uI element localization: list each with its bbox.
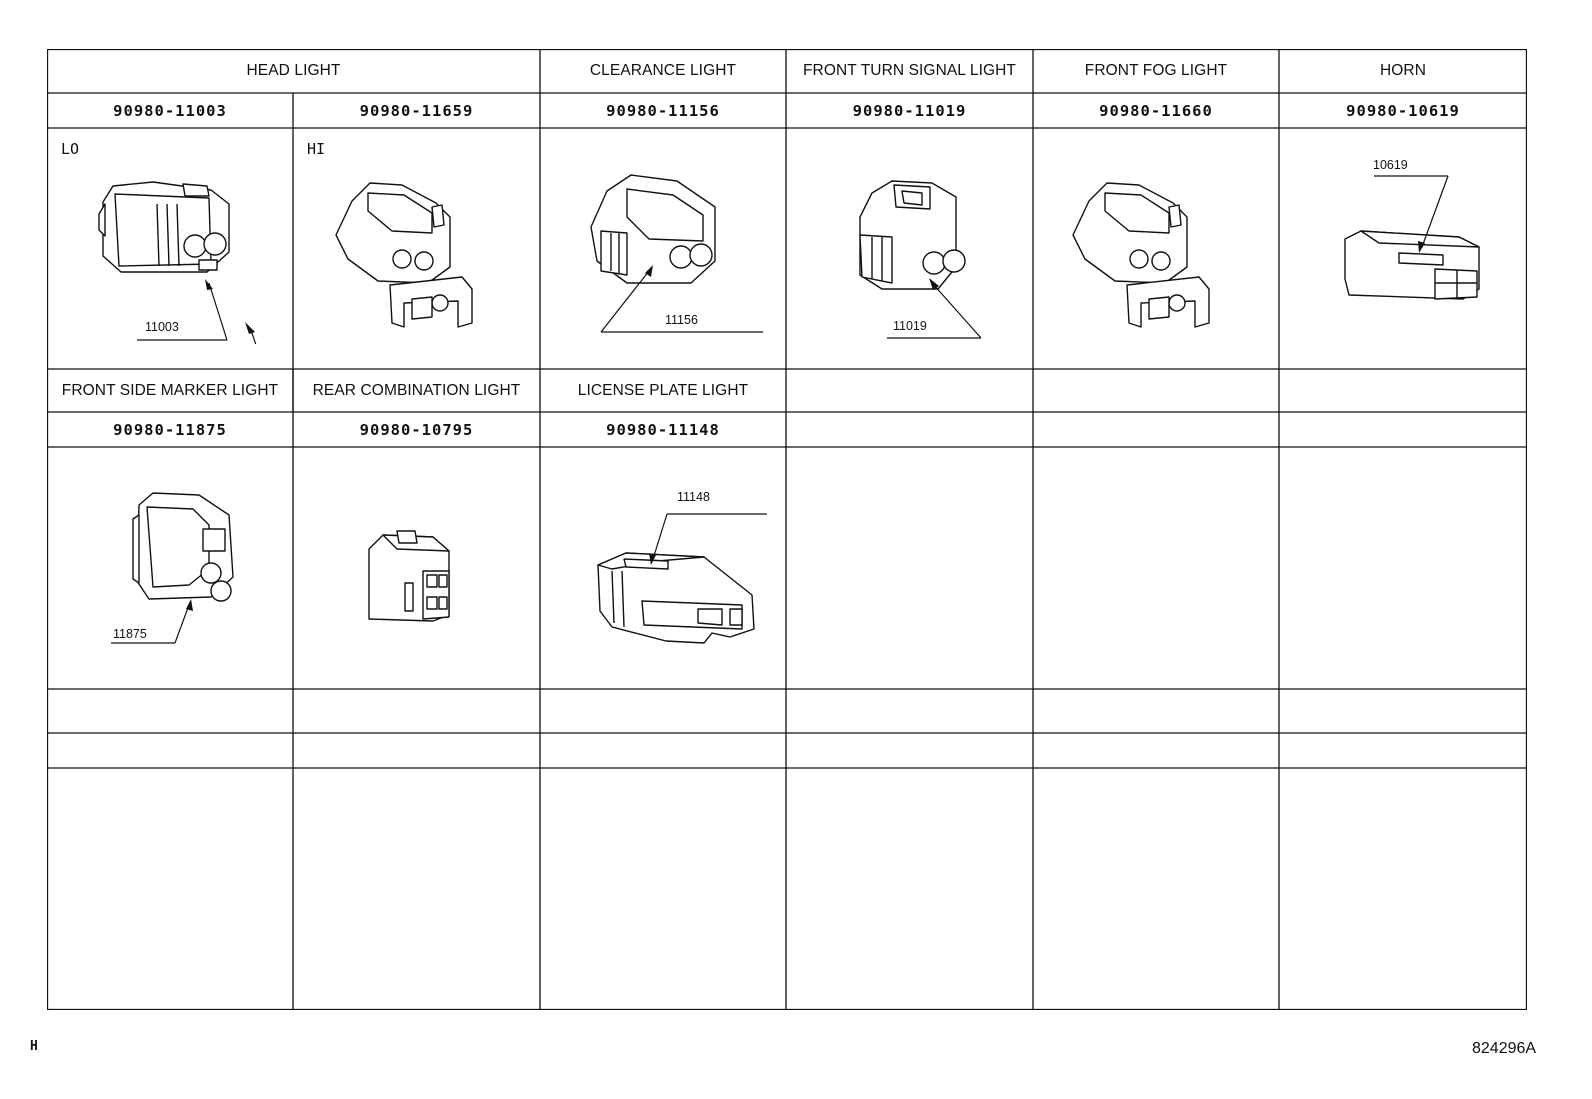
part-number: 90980-11019 [852, 101, 967, 120]
part-number: 90980-11003 [113, 101, 227, 120]
part-number: 90980-11148 [606, 420, 720, 439]
header-license-plate-light: LICENSE PLATE LIGHT [577, 381, 749, 399]
header-front-fog-light: FRONT FOG LIGHT [1084, 62, 1228, 79]
connector-11660-illustration [1069, 177, 1269, 347]
part-number: 90980-11660 [1099, 101, 1213, 120]
leader-line [1372, 167, 1472, 257]
header-front-turn-signal-light: FRONT TURN SIGNAL LIGHT [802, 62, 1016, 79]
part-number: 90980-10795 [359, 420, 474, 439]
lo-tag: LO [61, 140, 80, 158]
leader-line [599, 259, 769, 339]
header-horn: HORN [1379, 62, 1427, 79]
footer-mark: H [30, 1039, 38, 1054]
callout-label: 11148 [677, 490, 710, 504]
leader-line [109, 599, 199, 649]
callout-label: 11875 [113, 627, 147, 641]
header-clearance-light: CLEARANCE LIGHT [589, 62, 737, 79]
connector-11659-illustration [332, 177, 532, 347]
connector-10795-illustration [363, 527, 463, 627]
callout-label: 10619 [1373, 158, 1408, 172]
connector-table [47, 49, 1527, 1010]
part-number: 90980-10619 [1346, 101, 1460, 120]
callout-label: 11019 [893, 319, 927, 333]
illustration-id: 824296A [1472, 1040, 1537, 1057]
header-head-light: HEAD LIGHT [246, 62, 341, 79]
part-number: 90980-11875 [113, 420, 227, 439]
hi-tag: HI [307, 140, 326, 158]
leader-line [133, 279, 283, 349]
header-rear-combination-light: REAR COMBINATION LIGHT [312, 381, 521, 399]
part-number: 90980-11659 [359, 101, 474, 120]
callout-label: 11003 [145, 320, 179, 334]
part-number: 90980-11156 [606, 101, 720, 120]
leader-line [649, 505, 779, 575]
header-front-side-marker-light: FRONT SIDE MARKER LIGHT [61, 381, 279, 399]
callout-label: 11156 [665, 313, 698, 327]
leader-line [885, 274, 1045, 344]
